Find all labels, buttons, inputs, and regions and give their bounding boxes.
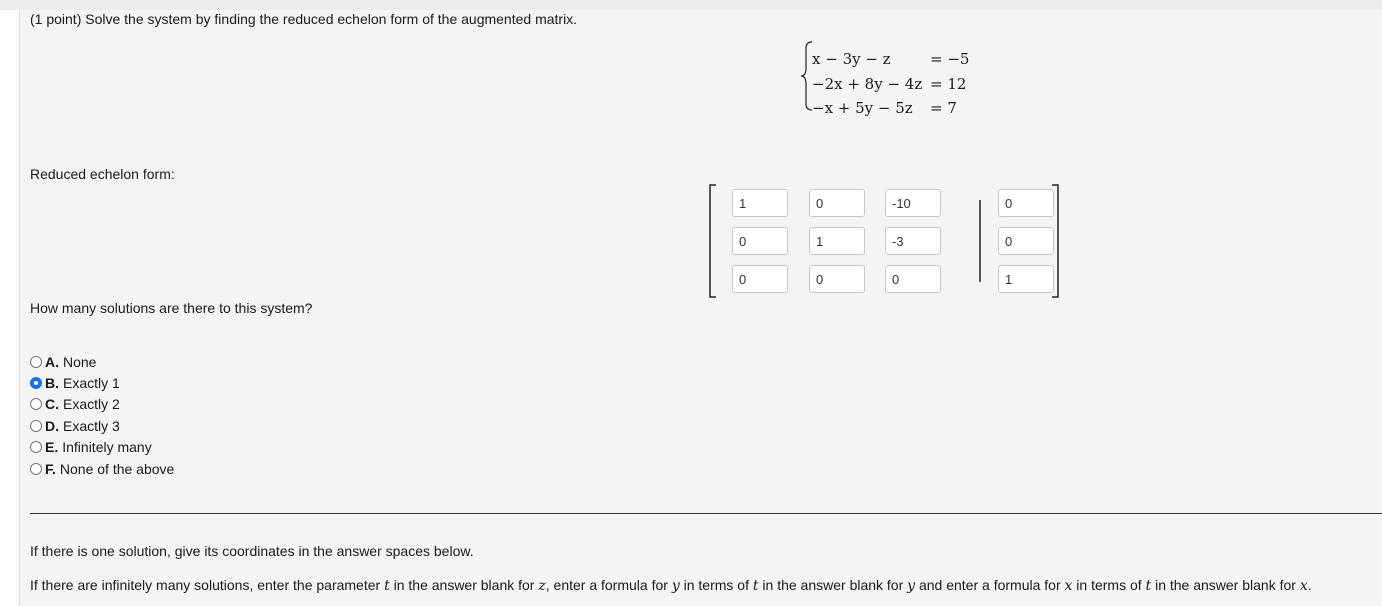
choice-c[interactable] [30,394,174,415]
matrix-cell-r2-c1[interactable] [732,227,788,255]
choice-e-letter: E. [45,439,59,456]
choice-b-letter: B. [45,375,59,392]
matrix-cell-r2-c4[interactable] [998,227,1054,255]
radio-e[interactable] [30,441,42,453]
section-divider [30,513,1382,514]
top-bar [0,0,1382,10]
note-text-5: in the answer blank for [758,577,908,593]
radio-a[interactable] [30,356,42,368]
matrix-cell-r1-c3[interactable] [885,189,941,217]
matrix-cell-r3-c1[interactable] [732,265,788,293]
choice-a[interactable] [30,351,174,372]
note-text-7: in terms of [1072,577,1146,593]
var-t-3: t [1145,578,1152,594]
note-text-6: and enter a formula for [915,577,1065,593]
var-x-2: x [1299,578,1308,594]
solutions-question: How many solutions are there to this system? [30,300,313,316]
choice-b-text: Exactly 1 [63,375,120,392]
problem-intro: (1 point) Solve the system by finding the reduced echelon form of the augmented matrix. [30,11,578,27]
choice-d[interactable] [30,415,174,436]
problem-panel [19,10,1382,606]
radio-d[interactable] [30,420,42,432]
choice-e[interactable] [30,437,174,458]
var-y-2: y [907,578,916,594]
matrix-cell-r2-c2[interactable] [809,227,865,255]
radio-b[interactable] [30,377,42,389]
note-text-4: in terms of [679,577,753,593]
note-text-2: in the answer blank for [389,577,539,593]
choice-c-text: Exactly 2 [63,396,120,413]
note-text-9: . [1307,577,1312,593]
choice-d-text: Exactly 3 [63,417,120,434]
var-x-1: x [1064,578,1073,594]
choice-f[interactable] [30,458,174,479]
augmented-matrix [708,184,1060,298]
choice-d-letter: D. [45,417,59,434]
equation-system [800,40,1000,117]
equation-1-lhs: x − 3y − z [812,50,891,68]
note-text-1: If there are infinitely many solutions, enter the parameter [30,577,385,593]
matrix-cell-r1-c4[interactable] [998,189,1054,217]
infinite-solutions-note [30,577,1312,594]
equation-1-rhs: = −5 [930,50,970,68]
radio-c[interactable] [30,398,42,410]
choice-f-letter: F. [45,460,56,477]
matrix-cell-r3-c4[interactable] [998,265,1054,293]
matrix-cell-r1-c2[interactable] [809,189,865,217]
choice-b[interactable] [30,372,174,393]
var-t-1: t [384,578,390,594]
matrix-cell-r3-c2[interactable] [809,265,865,293]
equation-3-lhs: −x + 5y − 5z [812,99,913,117]
reduced-echelon-label: Reduced echelon form: [30,166,175,182]
matrix-cell-r2-c3[interactable] [885,227,941,255]
one-solution-note: If there is one solution, give its coordinates in the answer spaces below. [30,543,474,559]
matrix-cell-r3-c3[interactable] [885,265,941,293]
var-y-1: y [671,578,680,594]
choice-a-text: None [63,353,97,370]
solution-choices [30,351,174,479]
equation-2-rhs: = 12 [930,75,967,93]
choice-a-letter: A. [45,353,59,370]
equation-2-lhs: −2x + 8y − 4z [812,75,923,93]
matrix-cell-r1-c1[interactable] [732,189,788,217]
note-text-8: in the answer blank for [1151,577,1300,593]
choice-f-text: None of the above [59,460,175,477]
choice-c-letter: C. [45,396,59,413]
var-t-2: t [752,578,759,594]
choice-e-text: Infinitely many [62,439,152,456]
var-z: z [538,578,546,594]
note-text-3: , enter a formula for [545,577,672,593]
radio-f[interactable] [30,463,42,475]
equation-3-rhs: = 7 [930,99,957,117]
